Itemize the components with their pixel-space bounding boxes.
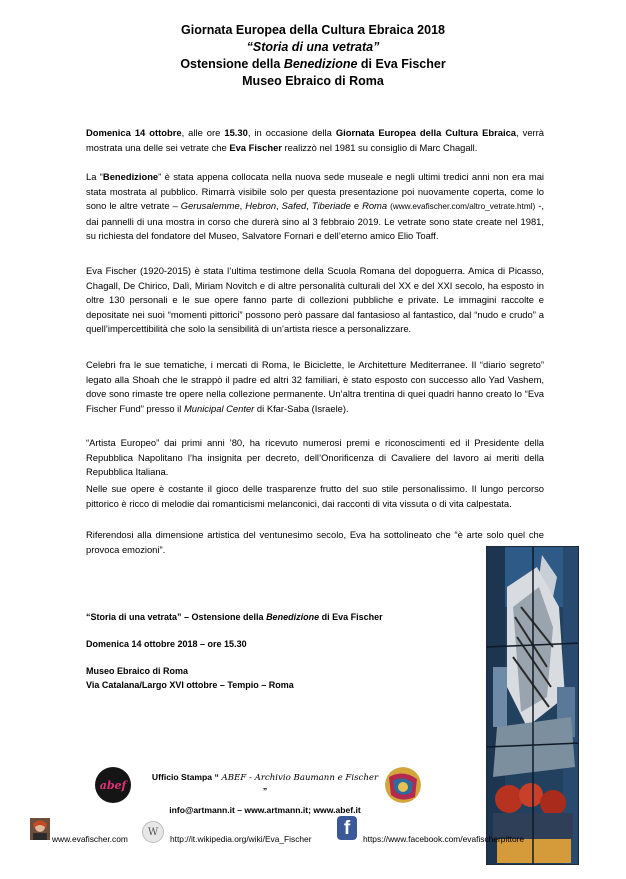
event-address: Via Catalana/Largo XVI ottobre – Tempio – Roma [86,680,294,690]
document-title [0,22,626,90]
press-office: Ufficio Stampa “ ABEF - Archivio Baumann e Fischer ” info@artmann.it – www.artmann.it; www.abef.it [151,772,379,815]
wikipedia-link[interactable]: http://it.wikipedia.org/wiki/Eva_Fischer [170,834,312,844]
wikipedia-icon: W [142,821,164,843]
paragraph-3: Eva Fischer (1920-2015) è stata l’ultima testimone della Scuola Romana del dopoguerra. Amica di Picasso, Chagall, De Chirico, Dalì, Miriam Novitch e di altre personalità culturali del XX e del XXI secolo, ha esposto in oltre 130 personali e le sue opere fanno parte di collezioni pubbliche e private. Le immagini raccolte e depositate nei suoi “momenti pittorici” possono però passare dal fantasioso al fantastico, dal “nudo e crudo” a quell’impercettibilità che solo la sensibilità di un’artista riesce a personalizzare. [86,265,544,334]
title-line-3: Ostensione della Benedizione di Eva Fischer [180,57,446,71]
vetrate-link[interactable]: (www.evafischer.com/altro_vetrate.html) [390,202,536,211]
paragraph-2: La “Benedizione” è stata appena collocata nella nuova sede museale e negli ultimi tredici anni non era mai stata mostrata al pubblico. Rimarrà visibile solo per questa presentazione poi nuovamente coperta, come lo sono le altre vetrate – Gerusalemme, Hebron, Safed, Tiberiade e Roma (www.evafischer.com/altro_vetrate.html) -, dai pannelli di una mostra in corso che durerà sino al 3 febbraio 2019. Le vetrate sono state create nel 1981, su richiesta del fondatore del Museo, Salvatore Fornari e dell’eterno amico Elio Toaff. [86,171,544,241]
abef-logo: abef [95,767,131,803]
press-contacts[interactable]: info@artmann.it – www.artmann.it; www.abef.it [169,805,361,815]
title-line-1: Giornata Europea della Cultura Ebraica 2018 [181,23,445,37]
event-venue: Museo Ebraico di Roma [86,666,189,676]
event-date: Domenica 14 ottobre 2018 – ore 15.30 [86,639,247,649]
facebook-link[interactable]: https://www.facebook.com/evafischerpittore [363,834,525,844]
paragraph-5: “Artista Europeo” dai primi anni ’80, ha ricevuto numerosi premi e riconoscimenti ed il Presidente della Repubblica Napolitano l’ha insignita per decreto, dell’Onorificenza di Cavaliere del lavoro ai meriti della Repubblica Italiana. [86,437,544,477]
title-line-2: “Storia di una vetrata” [246,40,380,54]
event-venue-block [86,664,294,692]
title-line-4: Museo Ebraico di Roma [242,74,384,88]
paragraph-1: Domenica 14 ottobre, alle ore 15.30, in occasione della Giornata Europea della Cultura Ebraica, verrà mostrata una delle sei vetrate che Eva Fischer realizzò nel 1981 su consiglio di Marc Chagall. [86,127,545,153]
links-row [30,818,610,848]
facebook-icon: f [337,816,357,840]
paragraph-7: Riferendosi alla dimensione artistica del ventunesimo secolo, Eva ha sottolineato che “è arte solo quel che provoca emozioni”. [86,529,544,555]
press-name: ABEF - Archivio Baumann e Fischer [218,773,379,783]
eva-fischer-avatar-icon [30,818,50,840]
website-link[interactable]: www.evafischer.com [52,834,128,844]
paragraph-6: Nelle sue opere è costante il gioco delle trasparenze frutto del suo stile personalissimo. Il lungo percorso pittorico è ricco di melodie dai romanticismi melanconici, dai racconti di vita vissuta o di vita calpestata. [86,483,544,509]
artwork-logo [385,767,421,803]
event-summary [86,610,383,624]
press-label: Ufficio Stampa “ [151,772,219,782]
event-date-block [86,637,247,651]
paragraph-4: Celebri fra le sue tematiche, i mercati di Roma, le Biciclette, le Architetture Mediterranee. Il “diario segreto” legato alla Shoah che le strappò il padre ed altri 32 familiari, è stato esposto con successo allo Yad Vashem, dove sono rimaste tre opere nella collezione permanente. Un’altra trentina di quei quadri hanno creato lo “Eva Fischer Fund” presso il Municipal Center di Kfar-Saba (Israele). [86,359,544,414]
event-title: “Storia di una vetrata” – Ostensione della Benedizione di Eva Fischer [86,612,383,622]
